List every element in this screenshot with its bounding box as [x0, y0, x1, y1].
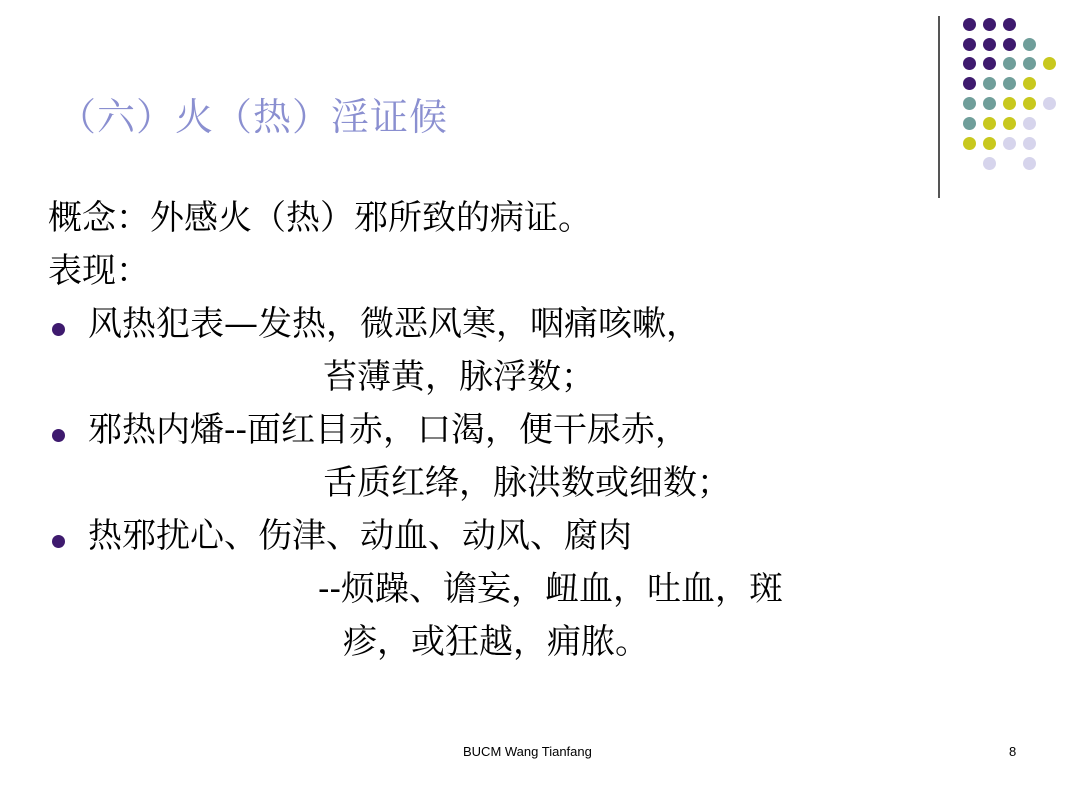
bullet-2-line-2: 舌质红绛，脉洪数或细数；	[323, 463, 731, 503]
decorative-dot	[1003, 77, 1016, 90]
bullet-3-line-1: 热邪扰心、伤津、动血、动风、腐肉	[88, 516, 632, 556]
decorative-dot	[983, 157, 996, 170]
decorative-dot	[963, 77, 976, 90]
decorative-dot	[983, 38, 996, 51]
decorative-dot	[1023, 97, 1036, 110]
bullet-marker-1	[52, 323, 65, 336]
decorative-dot	[983, 117, 996, 130]
decorative-dot	[1023, 57, 1036, 70]
decorative-dot	[963, 57, 976, 70]
decorative-dot	[983, 97, 996, 110]
slide-title: （六）火（热）淫证候	[58, 95, 449, 139]
bullet-2-line-1: 邪热内燔--面红目赤，口渴，便干尿赤，	[88, 410, 689, 450]
bullet-marker-3	[52, 535, 65, 548]
decorative-dot	[1023, 77, 1036, 90]
decorative-dot	[963, 137, 976, 150]
decorative-dot	[963, 97, 976, 110]
page-number: 8	[1009, 744, 1017, 759]
decorative-dot	[1043, 57, 1056, 70]
decorative-dot	[1003, 18, 1016, 31]
decorative-dot	[1003, 38, 1016, 51]
decorative-dot	[1043, 97, 1056, 110]
decorative-dot	[963, 38, 976, 51]
decorative-dot	[1023, 117, 1036, 130]
decorative-divider-line	[938, 16, 940, 198]
decorative-dot	[1003, 137, 1016, 150]
concept-line: 概念：外感火（热）邪所致的病证。	[48, 198, 592, 238]
decorative-dot	[983, 137, 996, 150]
decorative-dot	[983, 77, 996, 90]
decorative-dot	[1023, 157, 1036, 170]
decorative-dot	[963, 18, 976, 31]
decorative-dot	[1003, 57, 1016, 70]
decorative-dot	[1003, 97, 1016, 110]
bullet-1-line-2: 苔薄黄，脉浮数；	[323, 357, 595, 397]
bullet-1-line-1: 风热犯表—发热，微恶风寒，咽痛咳嗽，	[88, 304, 700, 344]
decorative-dot	[963, 117, 976, 130]
bullet-3-line-2: --烦躁、谵妄，衄血，吐血，斑	[318, 569, 783, 609]
decorative-dot	[1023, 38, 1036, 51]
bullet-marker-2	[52, 429, 65, 442]
footer-text: BUCM Wang Tianfang	[463, 744, 592, 759]
decorative-dot	[983, 57, 996, 70]
bullet-3-line-3: 疹，或狂越，痈脓。	[343, 622, 649, 662]
manifestation-label: 表现：	[48, 251, 150, 291]
decorative-dot	[1003, 117, 1016, 130]
decorative-dot	[983, 18, 996, 31]
decorative-dot	[1023, 137, 1036, 150]
